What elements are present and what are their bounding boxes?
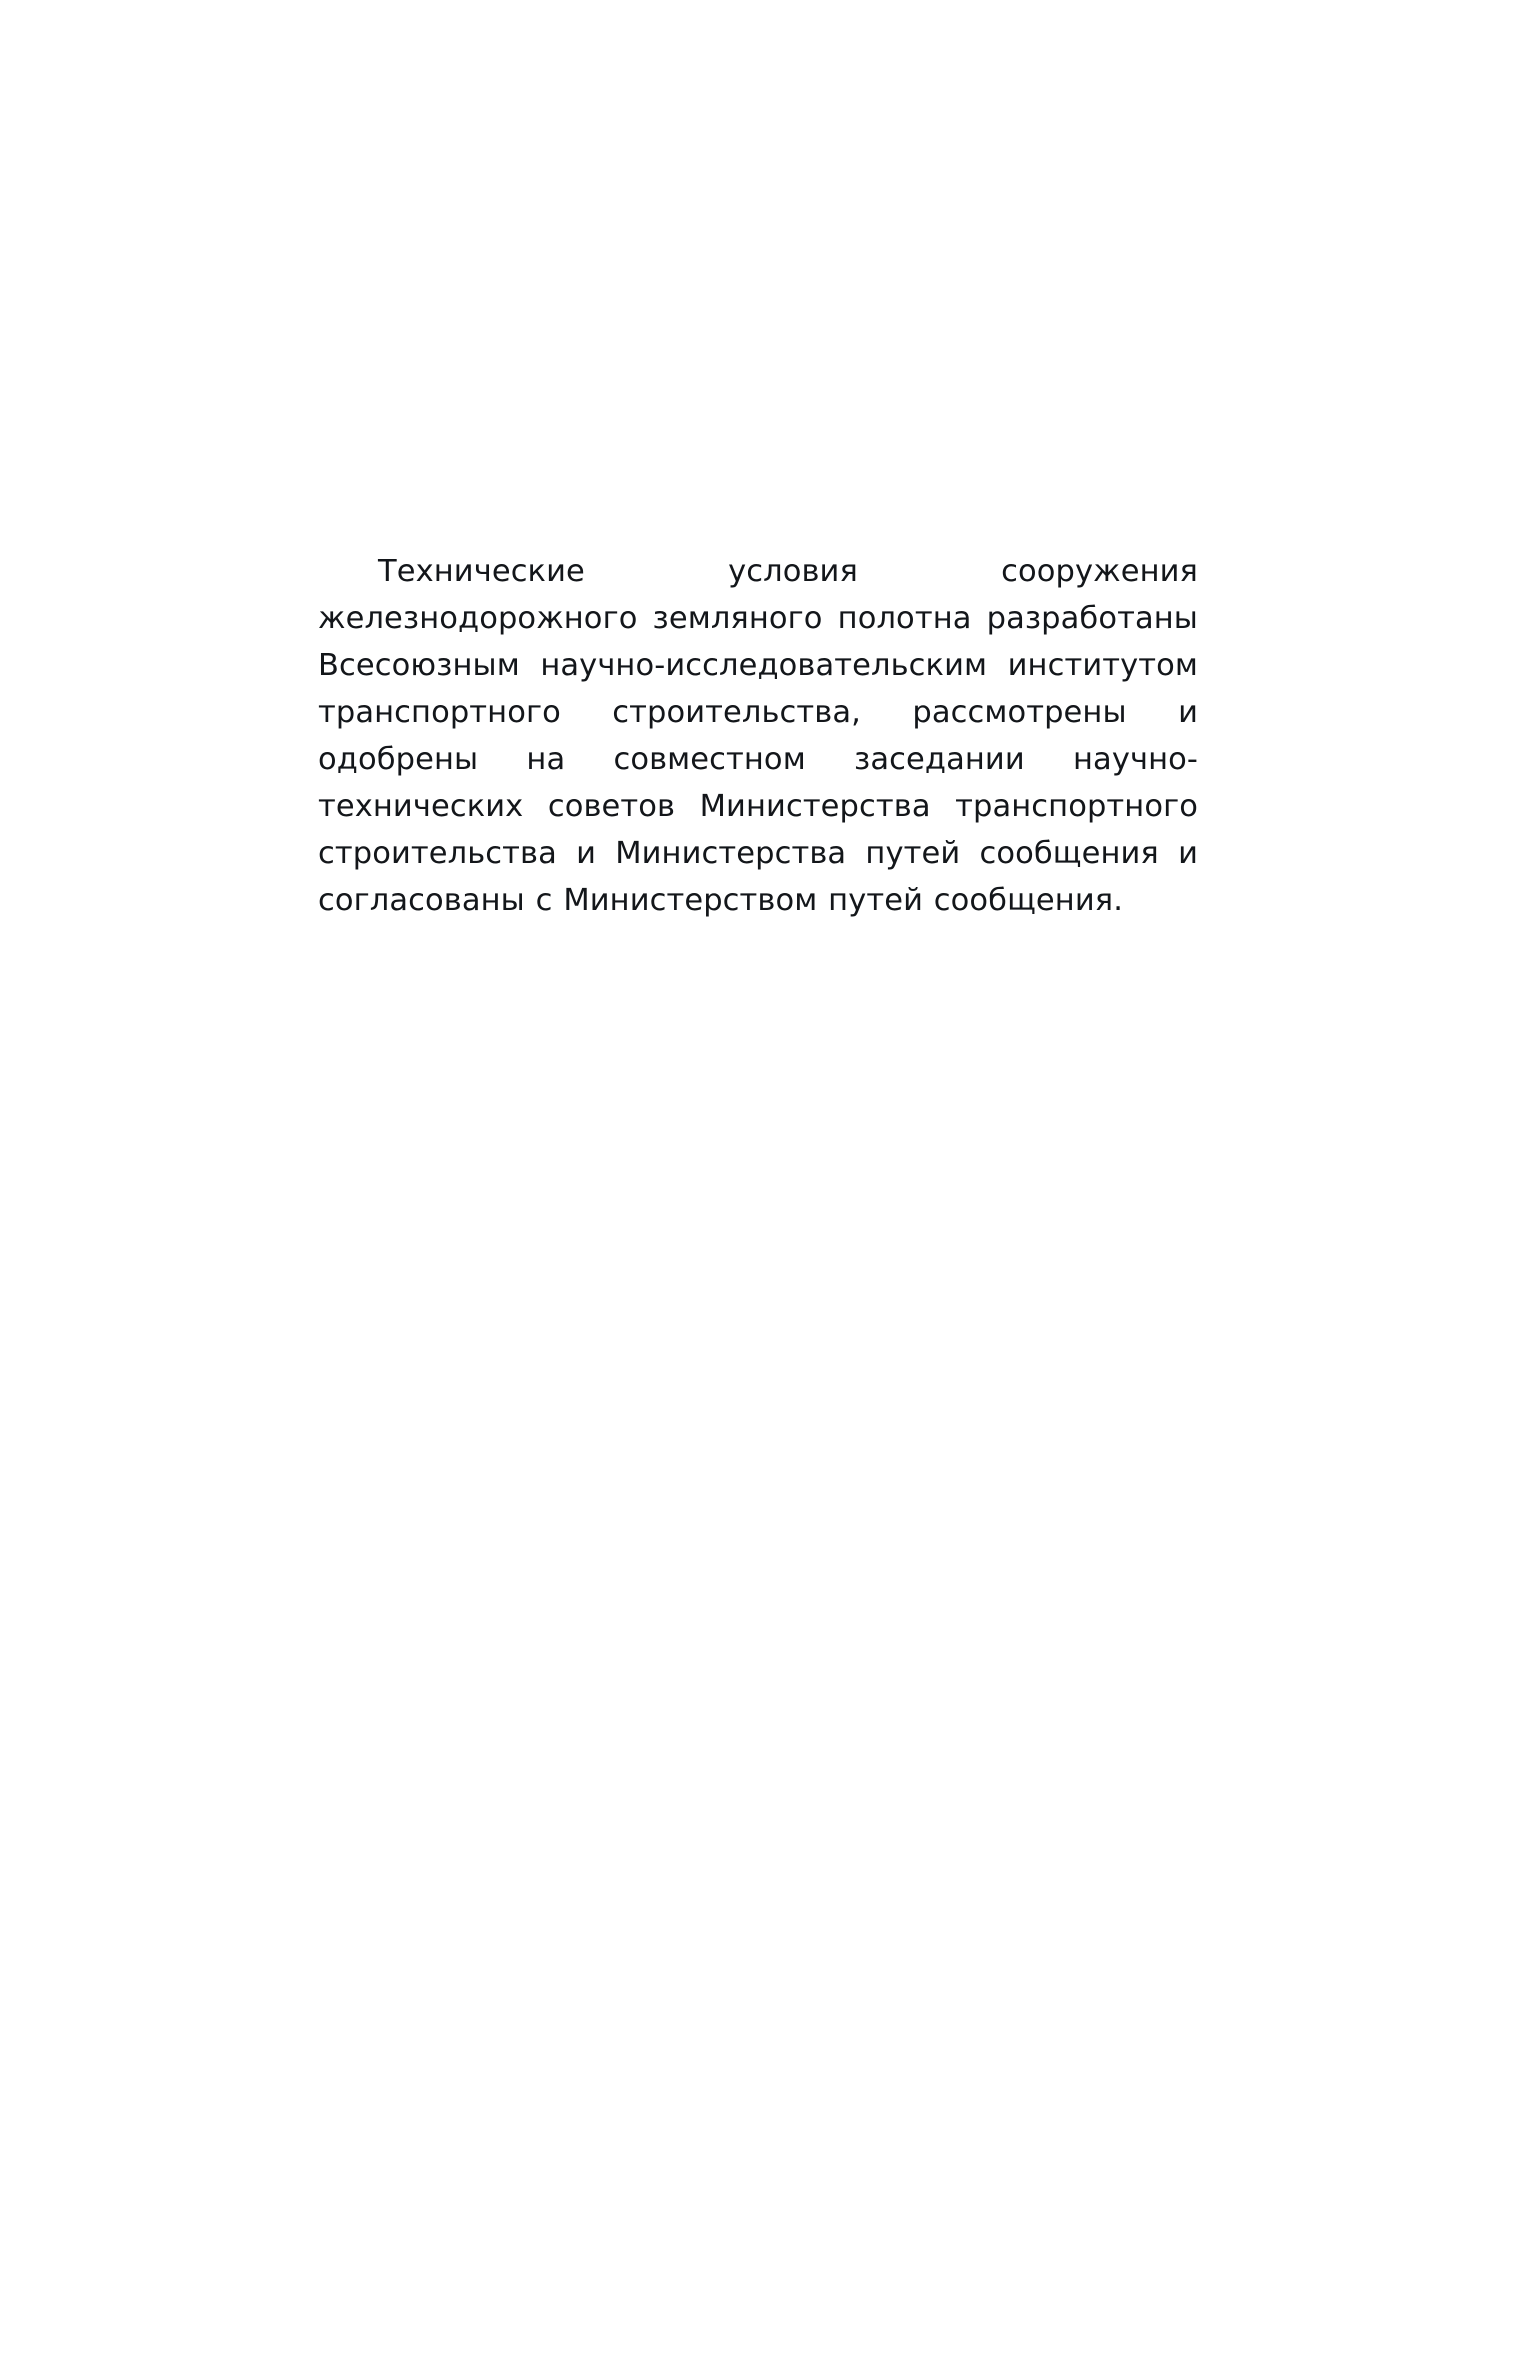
front-matter-note xyxy=(318,548,1198,924)
note-paragraph: Технические условия сооружения железнодорожного земляного полотна разработаны Всесоюзным научно-исследовательским институтом транспортного строительства, рассмотрены и одобрены на совместном заседании научно-технических советов Министерства транспортного строительства и Министерства путей сообщения и согласованы с Министерством путей сообщения. xyxy=(318,554,1198,918)
